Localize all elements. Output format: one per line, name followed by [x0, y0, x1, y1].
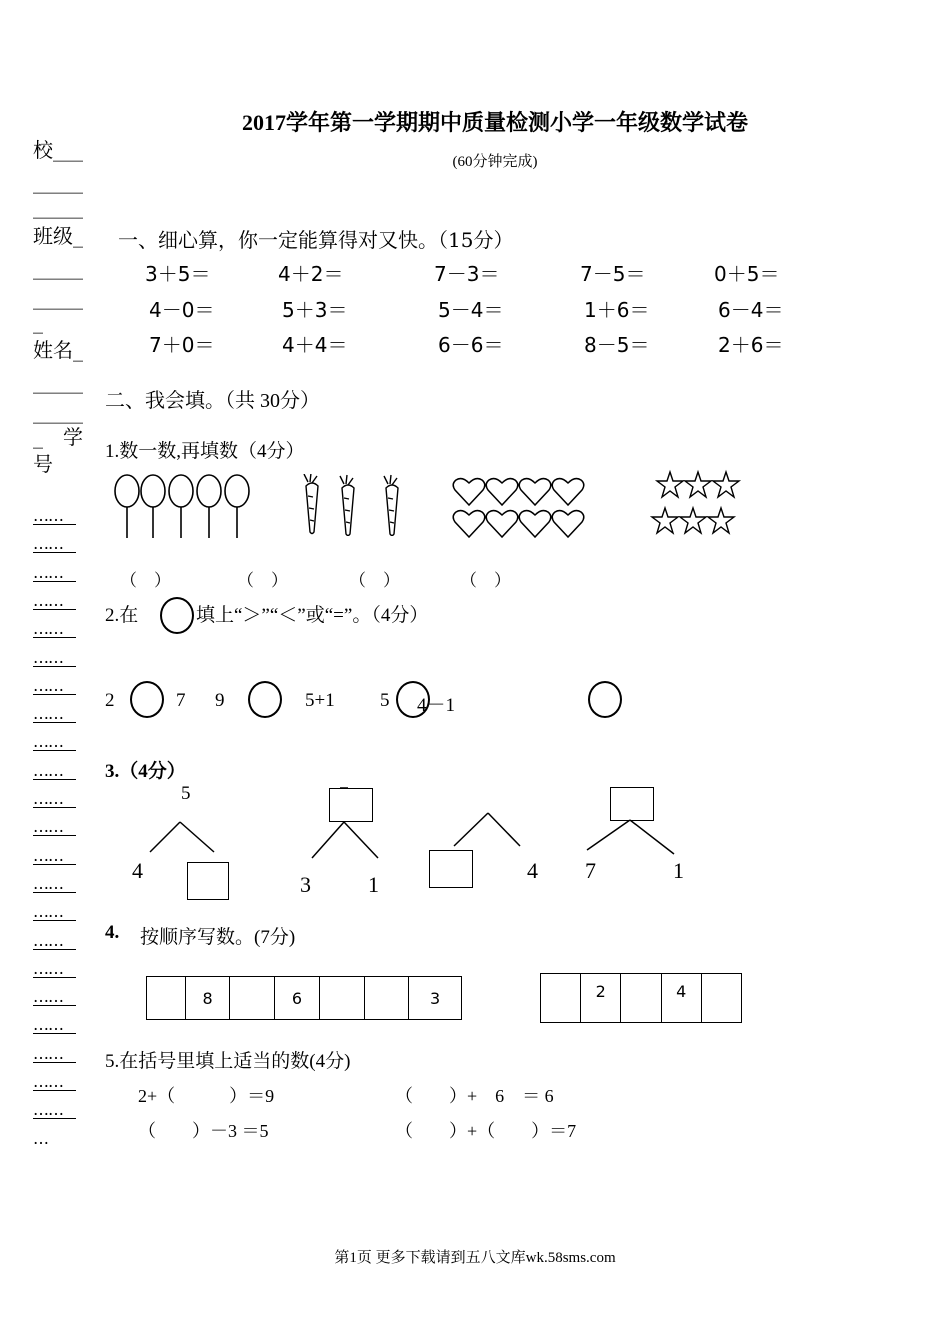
sidebar-dash-line: _____ — [33, 370, 83, 394]
sidebar-dash-line: _____ — [33, 256, 83, 280]
q2-label-pre: 2.在 — [105, 605, 139, 626]
sidebar-dot-line: …… — [33, 789, 63, 808]
sequence-table-2 — [540, 973, 742, 1023]
q4-label-text: 按顺序写数。(7分) — [140, 927, 296, 948]
sidebar-dot-line: …… — [33, 590, 63, 610]
stars-picture — [650, 468, 746, 538]
sidebar-dot-line: …… — [33, 675, 63, 695]
sidebar-underline — [33, 609, 76, 610]
q5-equation[interactable]: 2+（ ）＝9 — [138, 1086, 275, 1106]
sidebar-underline — [33, 779, 76, 780]
sidebar-dot-line: …… — [33, 534, 63, 554]
sidebar-dash-line: _____ — [33, 170, 83, 194]
sidebar-underline — [33, 666, 76, 667]
sidebar-dot-line: …… — [33, 873, 63, 893]
page-title: 2017学年第一学期期中质量检测小学一年级数学试卷 — [241, 110, 748, 135]
seq-cell[interactable]: 8 — [185, 977, 230, 1020]
tree4-top-box[interactable] — [610, 787, 654, 821]
sidebar-dot-line: …… — [33, 817, 63, 837]
sidebar-dot-line: …… — [33, 1072, 63, 1091]
q2-label-post: 填上“＞”“＜”或“=”。（4分） — [196, 605, 429, 626]
carrots-picture — [290, 474, 420, 536]
sidebar-underline — [33, 1090, 76, 1091]
sidebar-dot-line: …… — [33, 930, 63, 950]
sidebar-underline — [33, 835, 76, 836]
calc-item: 6－6＝ — [438, 333, 504, 357]
sidebar-underline — [33, 1005, 76, 1006]
compare-blank[interactable] — [396, 681, 430, 718]
calc-item: 3＋5＝ — [145, 262, 211, 286]
sidebar-number: _ 学 — [33, 425, 83, 449]
calc-item: 5－4＝ — [438, 298, 504, 322]
sidebar-dash-short: _ — [33, 310, 43, 334]
q2-item: 5 — [380, 690, 390, 711]
seq-cell[interactable] — [541, 974, 581, 1023]
calc-item: 8－5＝ — [584, 333, 650, 357]
compare-blank[interactable] — [588, 681, 622, 718]
q4-label-num: 4. — [105, 922, 120, 943]
tree3-left-box[interactable] — [429, 850, 473, 888]
tree2-top-box[interactable] — [329, 788, 373, 822]
q1-answer-blank[interactable]: （ ） — [237, 571, 288, 590]
seq-cell[interactable]: 4 — [661, 974, 701, 1023]
calc-item: 4＋2＝ — [278, 262, 344, 286]
page-footer: 第1页 更多下载请到五八文库wk.58sms.com — [334, 1250, 616, 1266]
sequence-table-1 — [146, 976, 462, 1020]
tree1-top: 5 — [181, 783, 191, 804]
q1-label: 1.数一数,再填数（4分） — [105, 441, 305, 462]
q5-equation[interactable]: （ ）－3 ＝5 — [138, 1121, 269, 1141]
calc-item: 4－0＝ — [149, 298, 215, 322]
seq-cell[interactable] — [701, 974, 741, 1023]
calc-item: 4＋4＝ — [282, 333, 348, 357]
q5-equation[interactable]: （ ）+ 6 ＝ 6 — [395, 1086, 554, 1106]
sidebar-underline — [33, 1062, 76, 1063]
q1-answer-blank[interactable]: （ ） — [120, 571, 171, 590]
seq-cell[interactable] — [147, 977, 186, 1020]
hearts-picture — [452, 474, 588, 540]
calc-item: 6－4＝ — [718, 298, 784, 322]
seq-cell[interactable]: 3 — [409, 977, 462, 1020]
q2-item: 2 — [105, 690, 115, 711]
sidebar-underline — [33, 920, 76, 921]
sidebar-name: 姓名_ — [33, 338, 83, 362]
sidebar-underline — [33, 552, 76, 553]
sidebar-dot-line: …… — [33, 619, 63, 639]
calc-item: 0＋5＝ — [714, 262, 780, 286]
sidebar-dot-line: …… — [33, 704, 63, 724]
calc-item: 5＋3＝ — [282, 298, 348, 322]
sidebar-underline — [33, 750, 76, 751]
sidebar-dot-line: …… — [33, 732, 63, 752]
sidebar-dash-line: _____ — [33, 400, 83, 424]
sidebar-underline — [33, 807, 76, 808]
sidebar-underline — [33, 949, 76, 950]
sidebar-class: 班级_ — [33, 224, 83, 248]
section1-heading: 一、细心算，你一定能算得对又快。（15分） — [118, 228, 514, 252]
calc-item: 7－3＝ — [434, 262, 500, 286]
sidebar-underline — [33, 977, 76, 978]
seq-cell[interactable] — [364, 977, 409, 1020]
compare-blank[interactable] — [248, 681, 282, 718]
sidebar-dot-line: …… — [33, 1015, 63, 1035]
tree2-right: 1 — [368, 872, 379, 897]
sidebar-underline — [33, 694, 76, 695]
sidebar-underline — [33, 581, 76, 582]
tree2-left: 3 — [300, 872, 311, 897]
compare-circle-icon — [160, 597, 194, 634]
sidebar-school: 校___ — [33, 138, 83, 162]
q5-label: 5.在括号里填上适当的数(4分) — [105, 1051, 351, 1072]
q2-item: 5+1 — [305, 690, 335, 711]
sidebar-dot-line: …… — [33, 506, 63, 525]
q5-equation[interactable]: （ ）+（ ）＝7 — [395, 1121, 577, 1141]
sidebar-underline — [33, 637, 76, 638]
tree4-left: 7 — [585, 858, 596, 883]
sidebar-underline — [33, 722, 76, 723]
seq-cell[interactable]: 2 — [581, 974, 621, 1023]
q1-answer-blank[interactable]: （ ） — [460, 571, 511, 590]
sidebar-underline — [33, 1118, 76, 1119]
q1-answer-blank[interactable]: （ ） — [349, 571, 400, 590]
sidebar-dot-line: …… — [33, 958, 63, 978]
sidebar-dash-line: _____ — [33, 286, 83, 310]
sidebar-dash-line: _____ — [33, 195, 83, 219]
sidebar-dot-line: …… — [33, 902, 63, 922]
seq-cell[interactable] — [230, 977, 275, 1020]
sidebar-number: 号 — [33, 452, 53, 476]
sidebar-dot-line: …… — [33, 845, 63, 865]
calc-item: 7＋0＝ — [149, 333, 215, 357]
balloons-picture — [110, 472, 260, 540]
seq-cell[interactable] — [319, 977, 364, 1020]
sidebar-dot-line: …… — [33, 1043, 63, 1063]
tree4-right: 1 — [673, 858, 684, 883]
section2-heading: 二、我会填。（共 30分） — [105, 390, 320, 412]
tree3-right: 4 — [527, 858, 538, 883]
q2-item: 4－1 — [417, 695, 456, 716]
q2-item: 7 — [176, 690, 186, 711]
page-subtitle: (60分钟完成) — [452, 154, 538, 170]
sidebar-dot-line: …… — [33, 1100, 63, 1120]
sidebar-dot-line: …… — [33, 647, 63, 667]
tree1-left: 4 — [132, 858, 143, 883]
sidebar-dot-line: …… — [33, 987, 63, 1007]
seq-cell[interactable] — [621, 974, 661, 1023]
calc-item: 1＋6＝ — [584, 298, 650, 322]
sidebar-dot-end: … — [33, 1128, 48, 1148]
seq-cell[interactable]: 6 — [275, 977, 320, 1020]
calc-item: 2＋6＝ — [718, 333, 784, 357]
sidebar-underline — [33, 892, 76, 893]
q3-label: 3.（4分） — [105, 761, 186, 782]
tree1-right-box[interactable] — [187, 862, 229, 900]
sidebar-dot-line: …… — [33, 760, 63, 780]
sidebar-underline — [33, 1033, 76, 1034]
calc-item: 7－5＝ — [580, 262, 646, 286]
compare-blank[interactable] — [130, 681, 164, 718]
sidebar-underline — [33, 524, 76, 525]
sidebar-underline — [33, 864, 76, 865]
sidebar-dot-line: …… — [33, 562, 63, 582]
q2-item: 9 — [215, 690, 225, 711]
